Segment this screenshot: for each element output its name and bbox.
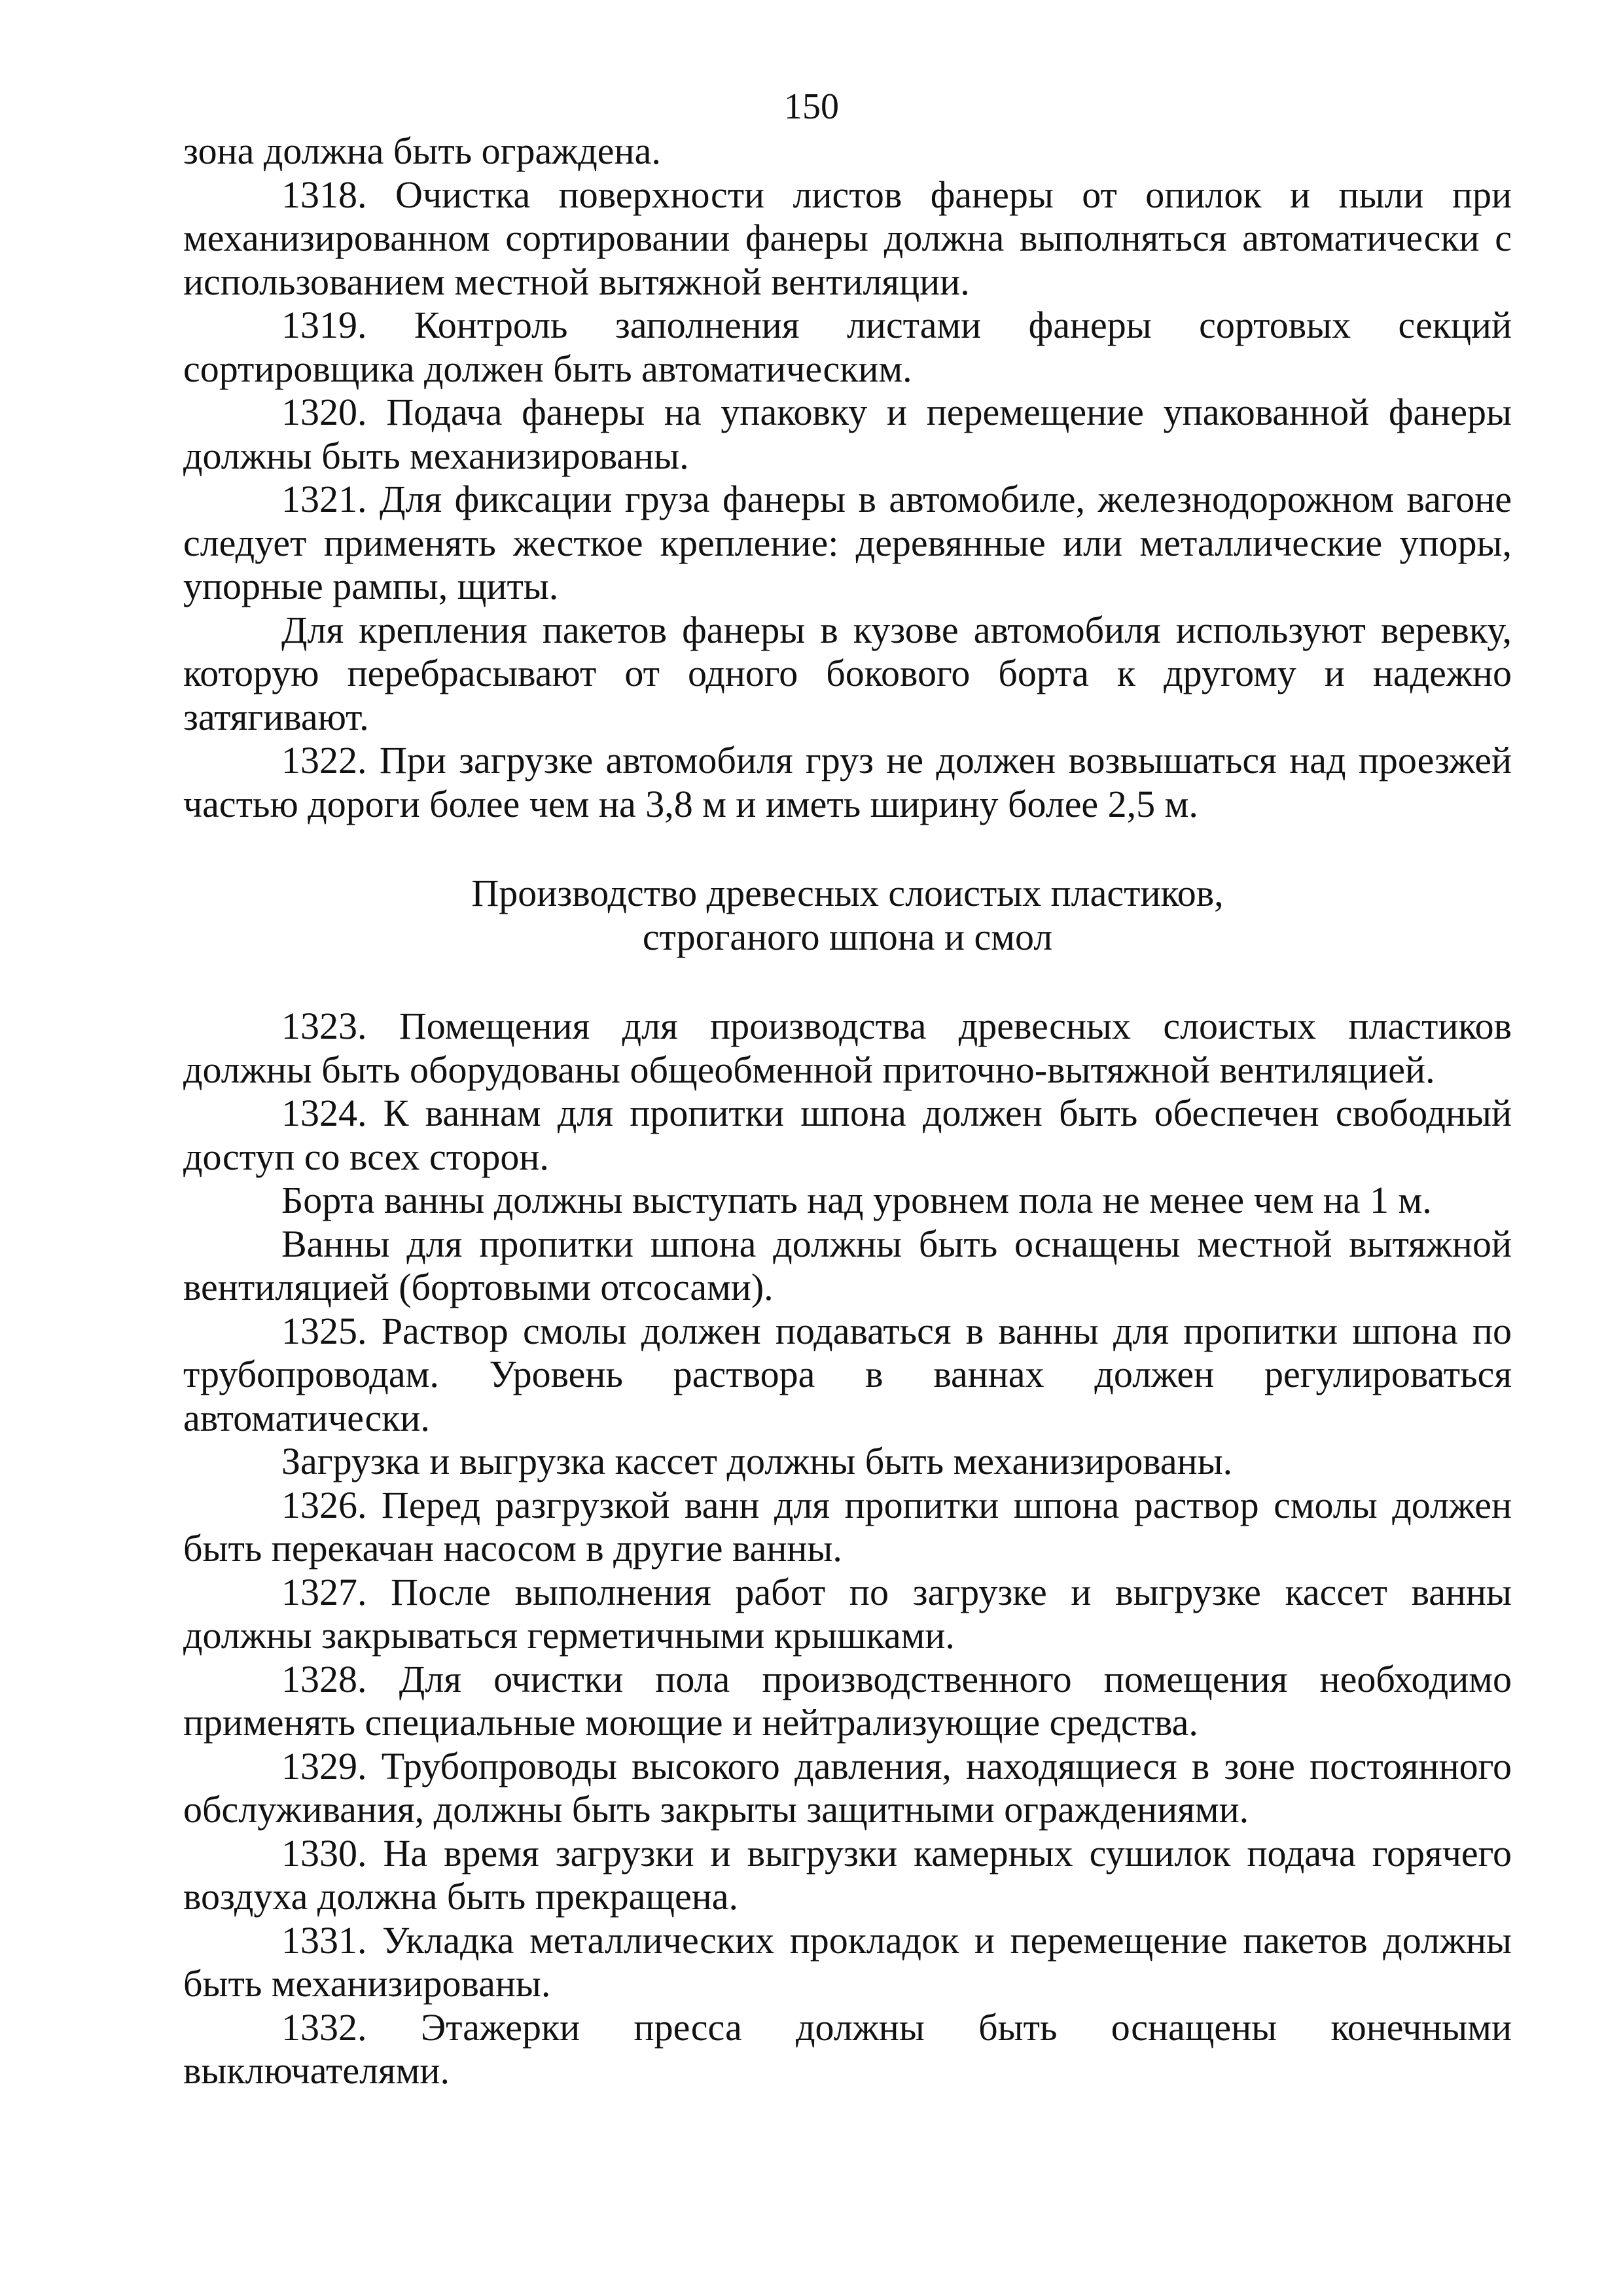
paragraph-1324-ventilation: Ванны для пропитки шпона должны быть оснащены местной вытяжной вентиляцией (бортовыми отсосами). [183,1222,1512,1308]
paragraph-1320: 1320. Подача фанеры на упаковку и перемещение упакованной фанеры должны быть механизированы. [183,391,1512,477]
paragraph-1318: 1318. Очистка поверхности листов фанеры от опилок и пыли при механизированном сортировании фанеры должна выполняться автоматически с использованием местной вытяжной вентиляции. [183,173,1512,303]
paragraph-1328: 1328. Для очистки пола производственного помещения необходимо применять специальные моющие и нейтрализующие средства. [183,1657,1512,1744]
section-heading-line-1: Производство древесных слоистых пластиков, [471,872,1224,914]
paragraph-1325-cassettes: Загрузка и выгрузка кассет должны быть механизированы. [281,1440,1233,1482]
paragraph-1322: 1322. При загрузке автомобиля груз не должен возвышаться над проезжей частью дороги более чем на 3,8 м и иметь ширину более 2,5 м. [183,739,1512,825]
paragraph-1321: 1321. Для фиксации груза фанеры в автомобиле, железнодорожном вагоне следует применять жесткое крепление: деревянные или металлические упоры, упорные рампы, щиты. [183,478,1512,607]
paragraph-1323: 1323. Помещения для производства древесных слоистых пластиков должны быть оборудованы общеобменной приточно-вытяжной вентиляцией. [183,1005,1512,1091]
section-heading-line-2: строганого шпона и смол [642,915,1053,958]
paragraph-1319: 1319. Контроль заполнения листами фанеры сортовых секций сортировщика должен быть автоматическим. [183,304,1512,390]
paragraph-1324: 1324. К ваннам для пропитки шпона должен быть обеспечен свободный доступ со всех сторон. [183,1092,1512,1178]
paragraph-1324-sides: Борта ванны должны выступать над уровнем пола не менее чем на 1 м. [281,1179,1432,1221]
page-number: 150 [784,86,839,127]
paragraph-1331: 1331. Укладка металлических прокладок и перемещение пакетов должны быть механизированы. [183,1918,1512,2005]
paragraph-1332: 1332. Этажерки пресса должны быть оснащены конечными выключателями. [183,2005,1512,2092]
paragraph-1327: 1327. После выполнения работ по загрузке и выгрузке кассет ванны должны закрываться герметичными крышками. [183,1570,1512,1657]
paragraph-1329: 1329. Трубопроводы высокого давления, находящиеся в зоне постоянного обслуживания, должны быть закрыты защитными ограждениями. [183,1744,1512,1831]
document-body [183,130,1512,2093]
paragraph-1321-continued: Для крепления пакетов фанеры в кузове автомобиля используют веревку, которую перебрасывают от одного бокового борта к другому и надежно затягивают. [183,608,1512,738]
paragraph-1325: 1325. Раствор смолы должен подаваться в ванны для пропитки шпона по трубопроводам. Уровень раствора в ваннах должен регулироваться автоматически. [183,1309,1512,1439]
paragraph-1330: 1330. На время загрузки и выгрузки камерных сушилок подача горячего воздуха должна быть прекращена. [183,1831,1512,1918]
intro-text: зона должна быть ограждена. [183,130,661,172]
paragraph-1326: 1326. Перед разгрузкой ванн для пропитки шпона раствор смолы должен быть перекачан насосом в другие ванны. [183,1483,1512,1570]
